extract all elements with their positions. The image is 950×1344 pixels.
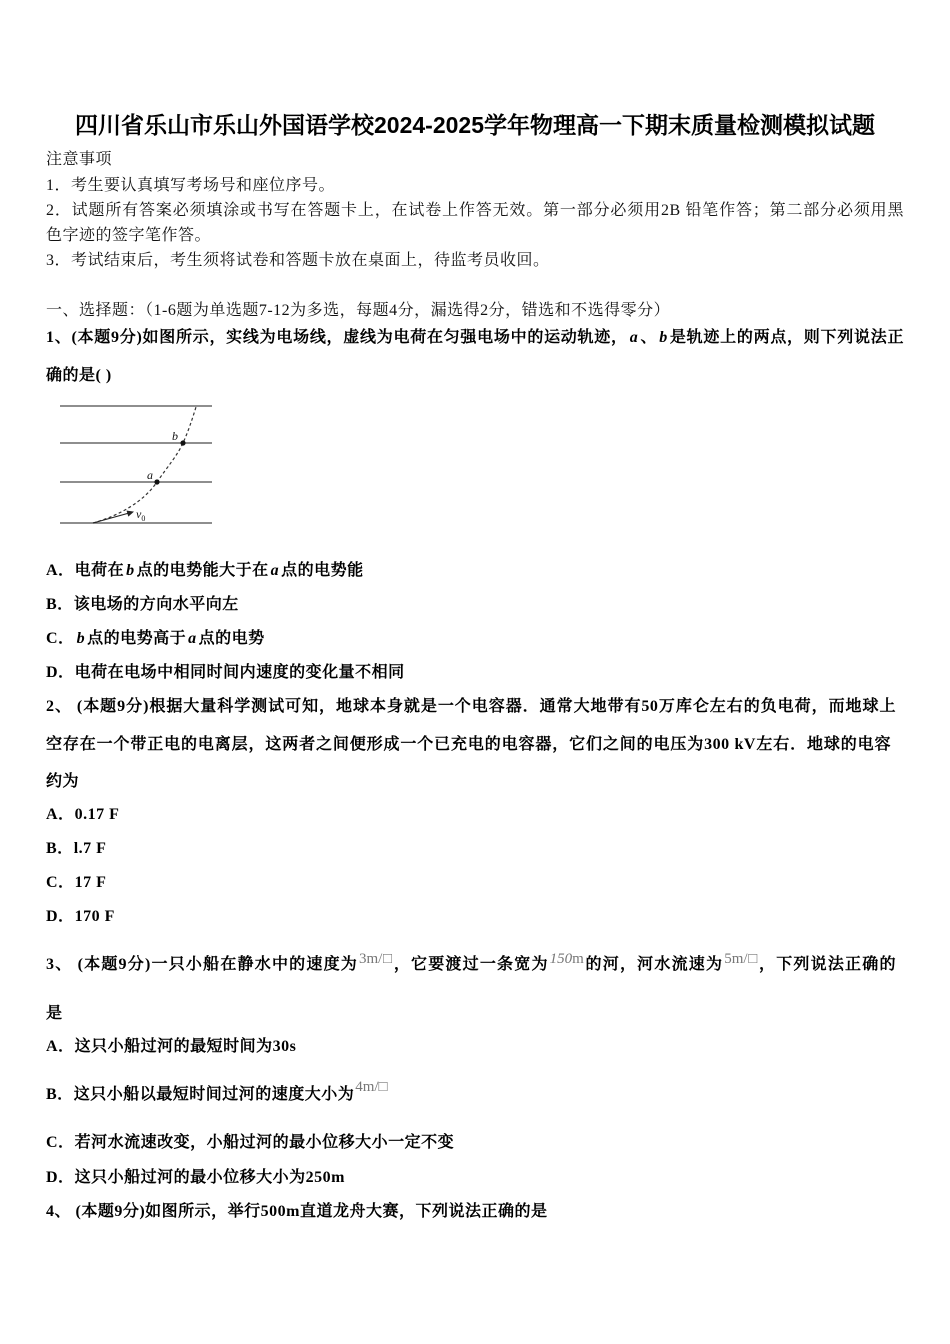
label-a: a	[147, 468, 153, 482]
label-v-subscript: 0	[141, 514, 146, 523]
q3-math-river-width	[550, 951, 584, 967]
option-label: D．	[46, 1169, 75, 1186]
q4-prefix: 4、 (本题9分)	[46, 1203, 146, 1220]
q2-prefix: 2、 (本题9分)	[46, 698, 149, 715]
notice-item-3: 3．考试结束后，考生须将试卷和答题卡放在桌面上，待监考员收回。	[46, 252, 550, 269]
option-text: 点的电势	[198, 630, 265, 647]
option-label: A．	[46, 1038, 75, 1055]
q2-stem-line-3: 约为	[46, 773, 80, 790]
option-label: C．	[46, 874, 75, 891]
option-text: 这只小船以最短时间过河的速度大小为	[73, 1086, 355, 1103]
q3-math-current-speed: 5m/□	[724, 951, 759, 967]
q2-option-c	[46, 873, 106, 893]
label-v: v	[136, 507, 142, 521]
q2-stem-line-2: 空存在一个带正电的电离层，这两者之间便形成一个已充电的电容器，它们之间的电压为300 kV左右．地球的电容	[46, 736, 891, 753]
notice-heading: 注意事项	[46, 151, 113, 168]
q2-stem-text: 根据大量科学测试可知，地球本身就是一个电容器．通常大地带有50万库仑左右的负电荷，而地球上	[148, 698, 896, 715]
option-label: C．	[46, 630, 75, 647]
q3-option-d	[46, 1168, 345, 1188]
option-label: D．	[46, 908, 75, 925]
option-label: C．	[46, 1134, 75, 1151]
exam-title: 四川省乐山市乐山外国语学校2024-2025学年物理高一下期末质量检测模拟试题	[75, 112, 875, 138]
option-text: 点的电势能大于在	[136, 562, 269, 579]
q3-stem-line-1	[46, 951, 896, 975]
q3-prefix: 3、 (本题9分)	[46, 956, 151, 973]
q3-option-b-math: 4m/□	[355, 1079, 388, 1095]
q1-stem-line-2: 确的是( )	[46, 367, 112, 384]
option-label: B．	[46, 596, 74, 613]
notice-item-2-line-2: 色字迹的签字笔作答。	[46, 227, 212, 244]
option-text: 点的电势能	[281, 562, 364, 579]
point-b	[180, 440, 185, 445]
q2-option-a	[46, 805, 119, 825]
q2-stem-line-1	[46, 697, 896, 717]
velocity-arrow	[93, 513, 129, 523]
trajectory-curve	[93, 407, 196, 523]
option-label: B．	[46, 840, 74, 857]
q3-stem-text-1: 一只小船在静水中的速度为	[150, 956, 358, 973]
option-label: A．	[46, 806, 75, 823]
option-var: b	[126, 562, 135, 579]
option-text: 这只小船过河的最短时间为30s	[74, 1038, 297, 1055]
q3-stem-line-2: 是	[46, 1005, 63, 1022]
option-text: 电荷在	[74, 562, 125, 579]
option-label: B．	[46, 1086, 74, 1103]
q2-option-b	[46, 839, 106, 859]
q3-option-c	[46, 1133, 454, 1153]
option-var: b	[76, 630, 86, 647]
point-a	[154, 479, 159, 484]
q1-electric-field-figure	[46, 398, 218, 534]
option-text: 17 F	[74, 874, 107, 891]
label-v0	[136, 507, 145, 523]
q1-option-d	[46, 663, 405, 683]
q4-stem-line-1	[46, 1202, 548, 1222]
q1-option-b	[46, 595, 239, 615]
option-text: 点的电势高于	[87, 630, 187, 647]
option-var: a	[188, 630, 197, 647]
option-var: a	[270, 562, 280, 579]
q1-stem-line-1	[46, 328, 904, 348]
q3-math-river-width-number: 150	[549, 951, 573, 967]
option-text: 该电场的方向水平向左	[73, 596, 239, 613]
option-text: l.7 F	[73, 840, 107, 857]
option-text: 电荷在电场中相同时间内速度的变化量不相同	[74, 664, 405, 681]
option-label: D．	[46, 664, 75, 681]
velocity-arrowhead	[127, 511, 135, 517]
option-label: A．	[46, 562, 75, 579]
option-text: 这只小船过河的最小位移大小为250m	[74, 1169, 345, 1186]
q3-stem-text-3: 的河，河水流速为	[584, 956, 724, 973]
q3-math-still-water-speed: 3m/□	[359, 951, 393, 967]
section-1-heading: 一、选择题：（1-6题为单选题7-12为多选，每题4分，漏选得2分，错选和不选得零分）	[46, 302, 671, 319]
notice-item-1: 1．考生要认真填写考场号和座位序号。	[46, 177, 336, 194]
notice-item-2-line-1: 2．试题所有答案必须填涂或书写在答题卡上，在试卷上作答无效。第一部分必须用2B 铅笔作答；第二部分必须用黑	[46, 202, 904, 219]
q1-stem-text-2: 是轨迹上的两点，则下列说法正	[669, 329, 904, 346]
option-text: 0.17 F	[74, 806, 120, 823]
q2-option-d	[46, 907, 115, 927]
q1-option-a	[46, 561, 364, 581]
q1-var-b: b	[659, 329, 668, 346]
option-text: 若河水流速改变，小船过河的最小位移大小一定不变	[74, 1134, 455, 1151]
label-b: b	[172, 429, 178, 443]
option-text: 170 F	[74, 908, 115, 925]
q3-option-a	[46, 1037, 296, 1057]
q3-stem-text-2: ，它要渡过一条宽为	[393, 956, 549, 973]
q1-option-c	[46, 629, 265, 649]
q1-separator: 、	[640, 329, 658, 346]
q1-stem-text-1: 如图所示，实线为电场线，虚线为电荷在匀强电场中的运动轨迹，	[142, 329, 628, 346]
q3-math-river-width-unit: m	[572, 951, 584, 967]
q4-stem-text: 如图所示，举行500m直道龙舟大赛，下列说法正确的是	[145, 1203, 548, 1220]
q1-prefix: 1、(本题9分)	[46, 329, 143, 346]
q1-var-a: a	[629, 329, 639, 346]
q3-stem-text-4: ，下列说法正确的	[759, 956, 896, 973]
q3-option-b	[46, 1079, 389, 1105]
